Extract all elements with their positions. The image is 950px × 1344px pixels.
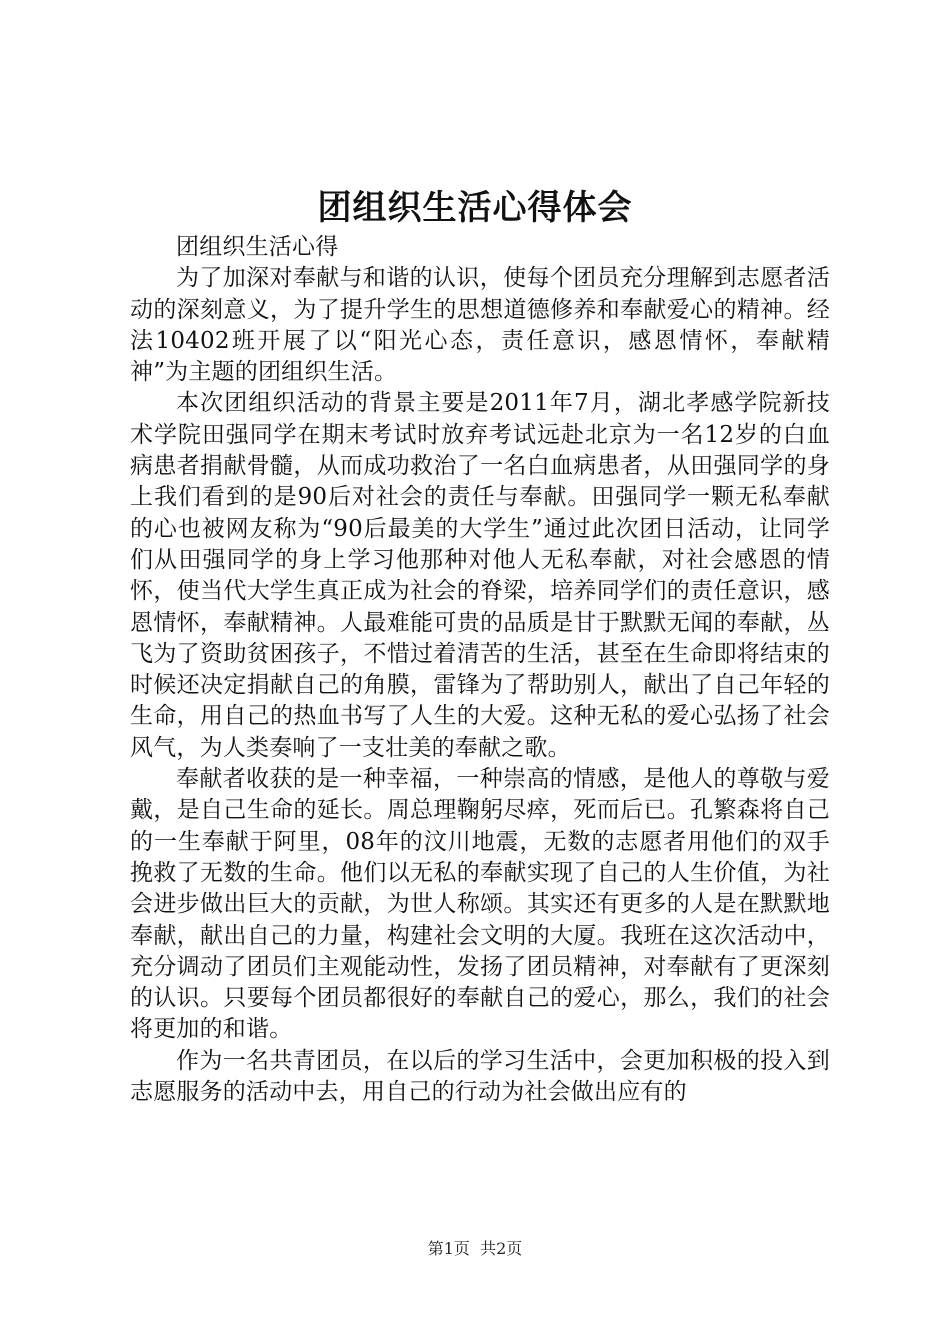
document-title: 团组织生活心得体会 — [317, 188, 633, 228]
page-total: 共2页 — [480, 1239, 523, 1258]
subtitle-paragraph: 团组织生活心得 — [176, 234, 339, 260]
body-paragraph: 作为一名共青团员，在以后的学习生活中，会更加积极的投入到志愿服务的活动中去，用自己的行动为社会做出应有的 — [130, 1047, 830, 1106]
page-footer — [0, 1238, 950, 1260]
document-body — [130, 232, 830, 1108]
body-paragraph: 本次团组织活动的背景主要是2011年7月，湖北孝感学院新技术学院田强同学在期末考试时放弃考试远赴北京为一名12岁的白血病患者捐献骨髓，从而成功救治了一名白血病患者，从田强同学的身上我们看到的是90后对社会的责任与奉献。田强同学一颗无私奉献的心也被网友称为“90后最美的大学生”通过此次团日活动，让同学们从田强同学的身上学习他那种对他人无私奉献，对社会感恩的情怀，使当代大学生真正成为社会的脊梁，培养同学们的责任意识，感恩情怀，奉献精神。人最难能可贵的品质是甘于默默无闻的奉献，丛飞为了资助贫困孩子，不惜过着清苦的生活，甚至在生命即将结束的时候还决定捐献自己的角膜，雷锋为了帮助别人，献出了自己年轻的生命，用自己的热血书写了人生的大爱。这种无私的爱心弘扬了社会风气，为人类奏响了一支壮美的奉献之歌。 — [130, 390, 830, 761]
body-paragraph: 奉献者收获的是一种幸福，一种崇高的情感，是他人的尊敬与爱戴，是自己生命的延长。周总理鞠躬尽瘁，死而后已。孔繁森将自己的一生奉献于阿里，08年的汶川地震，无数的志愿者用他们的双手挽救了无数的生命。他们以无私的奉献实现了自己的人生价值，为社会进步做出巨大的贡献，为世人称颂。其实还有更多的人是在默默地奉献，献出自己的力量，构建社会文明的大厦。我班在这次活动中，充分调动了团员们主观能动性，发扬了团员精神，对奉献有了更深刻的认识。只要每个团员都很好的奉献自己的爱心，那么，我们的社会将更加的和谐。 — [130, 766, 830, 1043]
body-paragraph: 为了加深对奉献与和谐的认识，使每个团员充分理解到志愿者活动的深刻意义，为了提升学生的思想道德修养和奉献爱心的精神。经法10402班开展了以“阳光心态，责任意识，感恩情怀，奉献精神”为主题的团组织生活。 — [130, 265, 830, 386]
page-number: 第1页 — [427, 1239, 470, 1258]
